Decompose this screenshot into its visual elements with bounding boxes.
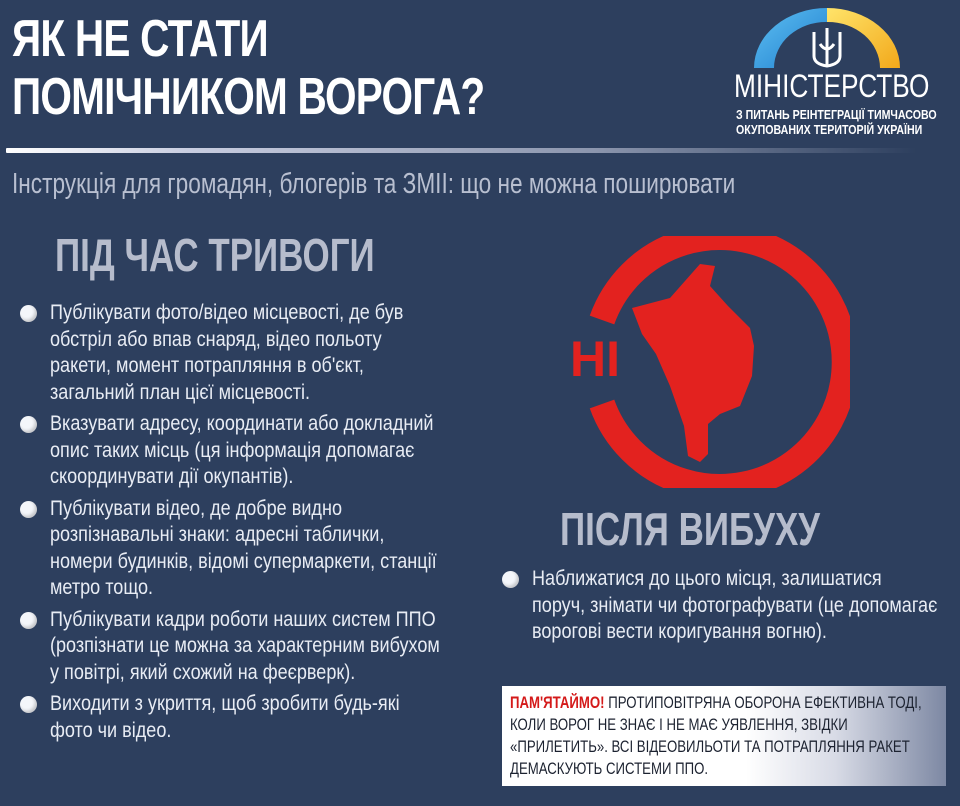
list-item: Вказувати адресу, координати або докладний опис таких місць (ця інформація допомагає скоординувати дії окупантів). [18,411,448,491]
bullet-dot-icon [20,416,37,433]
during-alarm-list [18,300,448,749]
reminder-text [510,692,938,780]
header-divider [6,148,916,153]
list-item: Публікувати фото/відео місцевості, де був обстріл або впав снаряд, відео польоту ракети, момент потрапляння в об'єкт, загальний план цієї місцевості. [18,300,448,406]
bullet-dot-icon [502,571,519,588]
list-item: Публікувати відео, де добре видно розпізнавальні знаки: адресні таблички, номери будинків, відомі супермаркети, станції метро тощо. [18,496,448,602]
bullet-dot-icon [20,501,37,518]
subtitle: Інструкція для громадян, блогерів та ЗМІІ: що не можна поширювати [12,168,736,200]
section-title-after-explosion: ПІСЛЯ ВИБУХУ [560,503,821,555]
reminder-body: ПРОТИПОВІТРЯНА ОБОРОНА ЕФЕКТИВНА ТОДІ, КОЛИ ВОРОГ НЕ ЗНАЄ І НЕ МАЄ УЯВЛЕННЯ, ЗВІДКИ «ПРИЛЕТИТЬ». ВСІ ВІДЕОВИЛЬОТИ ТА ПОТРАПЛЯННЯ РАКЕТ ДЕМАСКУЮТЬ СИСТЕМИ ППО. [510,694,922,778]
bullet-dot-icon [20,305,37,322]
section-title-during-alarm: ПІД ЧАС ТРИВОГИ [55,229,375,281]
reminder-emphasis: ПАМ'ЯТАЙМО! [510,694,605,712]
title-line-2: ПОМІЧНИКОМ ВОРОГА? [12,68,485,126]
list-item: Виходити з укриття, щоб зробити будь-які фото чи відео. [18,691,448,744]
title-line-1: ЯК НЕ СТАТИ [12,10,268,68]
bullet-dot-icon [20,612,37,629]
ministry-sub-2: ОКУПОВАНИХ ТЕРИТОРІЙ УКРАЇНИ [736,123,923,137]
after-explosion-list [500,566,940,651]
bullet-dot-icon [20,696,37,713]
trident-icon [814,28,840,66]
no-label: НІ [570,331,620,387]
rainbow-arch-icon [752,6,902,70]
page-title [12,10,484,126]
no-badge [560,236,850,488]
ministry-logo [700,6,960,146]
reminder-box [502,686,946,786]
list-item: Публікувати кадри роботи наших систем ППО (розпізнати це можна за характерним вибухом у повітрі, який схожий на феєрверк). [18,607,448,687]
ministry-sub-1: З ПИТАНЬ РЕІНТЕГРАЦІЇ ТИМЧАСОВО [736,108,937,122]
list-item: Наближатися до цього місця, залишатися поруч, знімати чи фотографувати (це допомагає ворогові вести коригування вогню). [500,566,940,646]
ministry-name: МІНІСТЕРСТВО [734,68,930,104]
thumbs-down-icon [560,236,850,488]
